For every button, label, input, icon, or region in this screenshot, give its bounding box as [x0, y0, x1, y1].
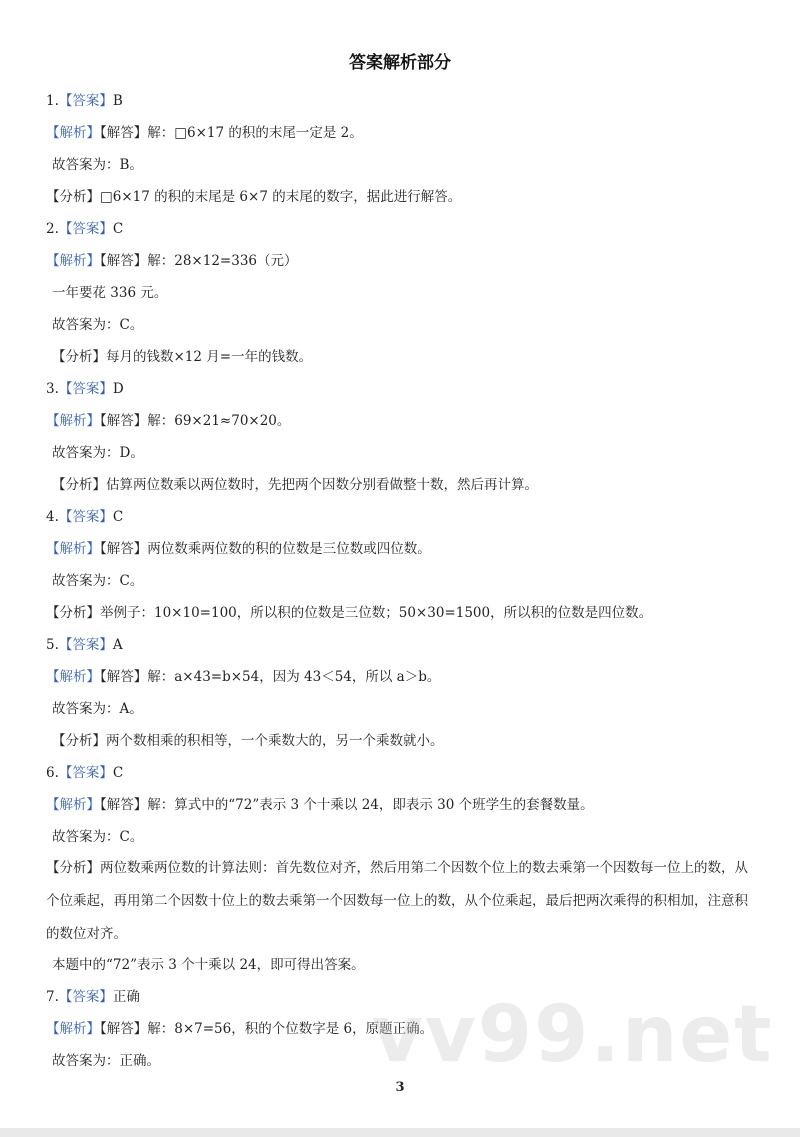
item-number: 4. [46, 509, 59, 525]
jieda-tag: 【解答】 [100, 253, 148, 269]
analysis-line [46, 187, 760, 207]
fenxi-tag: 【分析】 [46, 860, 100, 876]
jiexi-tag: 【解析】 [46, 541, 100, 557]
watermark: vv99.net [372, 990, 774, 1080]
answer-line-5 [46, 635, 760, 655]
fenxi-tag: 【分析】 [52, 477, 106, 493]
analysis-line [52, 731, 760, 751]
conclusion-line: 故答案为：C。 [52, 829, 144, 845]
solution-text: 解：a×43=b×54，因为 43＜54，所以 a＞b。 [147, 669, 441, 685]
solution-text: 两位数乘两位数的积的位数是三位数或四位数。 [147, 541, 431, 557]
solution-line [46, 251, 760, 271]
analysis-text: 两位数乘两位数的计算法则：首先数位对齐，然后用第二个因数个位上的数去乘第一个因数每一位上的数，从个位乘起，再用第二个因数十位上的数去乘第一个因数每一位上的数，从个位乘起，最后把两次乘得的积相加，注意积的数位对齐。 [46, 860, 748, 942]
conclusion-line: 故答案为：C。 [52, 317, 144, 333]
page-title: 答案解析部分 [349, 53, 451, 73]
answer-line-6 [46, 763, 760, 783]
answer-tag: 【答案】 [58, 509, 113, 525]
fenxi-tag: 【分析】 [46, 189, 100, 205]
item-number: 6. [46, 765, 59, 781]
jiexi-tag: 【解析】 [46, 1021, 100, 1037]
item-number: 2. [46, 221, 59, 237]
solution-line [46, 795, 760, 815]
jieda-tag: 【解答】 [100, 413, 148, 429]
answer-value: C [112, 509, 124, 525]
analysis-text: 两个数相乘的积相等，一个乘数大的，另一个乘数就小。 [106, 733, 444, 749]
jiexi-tag: 【解析】 [46, 669, 100, 685]
analysis-line [52, 347, 760, 367]
jieda-tag: 【解答】 [100, 669, 148, 685]
solution-line [46, 539, 760, 559]
solution-line [46, 123, 760, 143]
answer-value: A [112, 637, 123, 653]
answer-tag: 【答案】 [58, 221, 113, 237]
answer-line-3 [46, 379, 760, 399]
analysis-text: 每月的钱数×12 月=一年的钱数。 [106, 349, 313, 365]
extra-note-line: 本题中的“72”表示 3 个十乘以 24，即可得出答案。 [52, 957, 365, 973]
analysis-line [52, 475, 760, 495]
analysis-text: 估算两位数乘以两位数时，先把两个因数分别看做整十数，然后再计算。 [106, 477, 538, 493]
page-number: 3 [395, 1080, 405, 1095]
answer-value: C [112, 765, 124, 781]
item-number: 1. [46, 93, 59, 109]
solution-text: 解：8×7=56，积的个位数字是 6，原题正确。 [147, 1021, 434, 1037]
jieda-tag: 【解答】 [100, 541, 148, 557]
jieda-tag: 【解答】 [100, 797, 148, 813]
conclusion-line: 故答案为：A。 [52, 701, 143, 717]
jiexi-tag: 【解析】 [46, 413, 100, 429]
answer-value: C [112, 221, 124, 237]
solution-text: 解：□6×17 的积的末尾一定是 2。 [147, 125, 363, 141]
analysis-text: □6×17 的积的末尾是 6×7 的末尾的数字，据此进行解答。 [100, 189, 462, 205]
jiexi-tag: 【解析】 [46, 125, 100, 141]
answer-tag: 【答案】 [58, 765, 113, 781]
jieda-tag: 【解答】 [100, 1021, 148, 1037]
fenxi-tag: 【分析】 [52, 349, 106, 365]
conclusion-line: 故答案为：C。 [52, 573, 144, 589]
solution-line: 一年要花 336 元。 [52, 285, 168, 301]
solution-line [46, 667, 760, 687]
analysis-text: 举例子：10×10=100，所以积的位数是三位数；50×30=1500，所以积的位数是四位数。 [100, 605, 653, 621]
answer-value: B [112, 93, 123, 109]
conclusion-line: 故答案为：D。 [52, 445, 144, 461]
answer-tag: 【答案】 [58, 989, 113, 1005]
answer-value: D [112, 381, 124, 397]
answer-line-4 [46, 507, 760, 527]
answer-tag: 【答案】 [58, 381, 113, 397]
solution-line [46, 411, 760, 431]
analysis-paragraph [46, 852, 760, 951]
item-number: 7. [46, 989, 59, 1005]
solution-text: 解：算式中的“72”表示 3 个十乘以 24，即表示 30 个班学生的套餐数量。 [147, 797, 594, 813]
fenxi-tag: 【分析】 [52, 733, 106, 749]
fenxi-tag: 【分析】 [46, 605, 100, 621]
answer-value: 正确 [112, 989, 140, 1005]
answer-tag: 【答案】 [58, 93, 113, 109]
item-number: 5. [46, 637, 59, 653]
solution-text: 解：69×21≈70×20。 [147, 413, 291, 429]
conclusion-line: 故答案为：B。 [52, 157, 143, 173]
answer-line-1 [46, 91, 760, 111]
answer-line-2 [46, 219, 760, 239]
analysis-line [46, 603, 760, 623]
jiexi-tag: 【解析】 [46, 253, 100, 269]
solution-text: 解：28×12=336（元） [147, 253, 298, 269]
conclusion-line: 故答案为：正确。 [52, 1053, 160, 1069]
item-number: 3. [46, 381, 59, 397]
jiexi-tag: 【解析】 [46, 797, 100, 813]
jieda-tag: 【解答】 [100, 125, 148, 141]
page-bottom-edge [0, 1128, 800, 1137]
answer-tag: 【答案】 [58, 637, 113, 653]
